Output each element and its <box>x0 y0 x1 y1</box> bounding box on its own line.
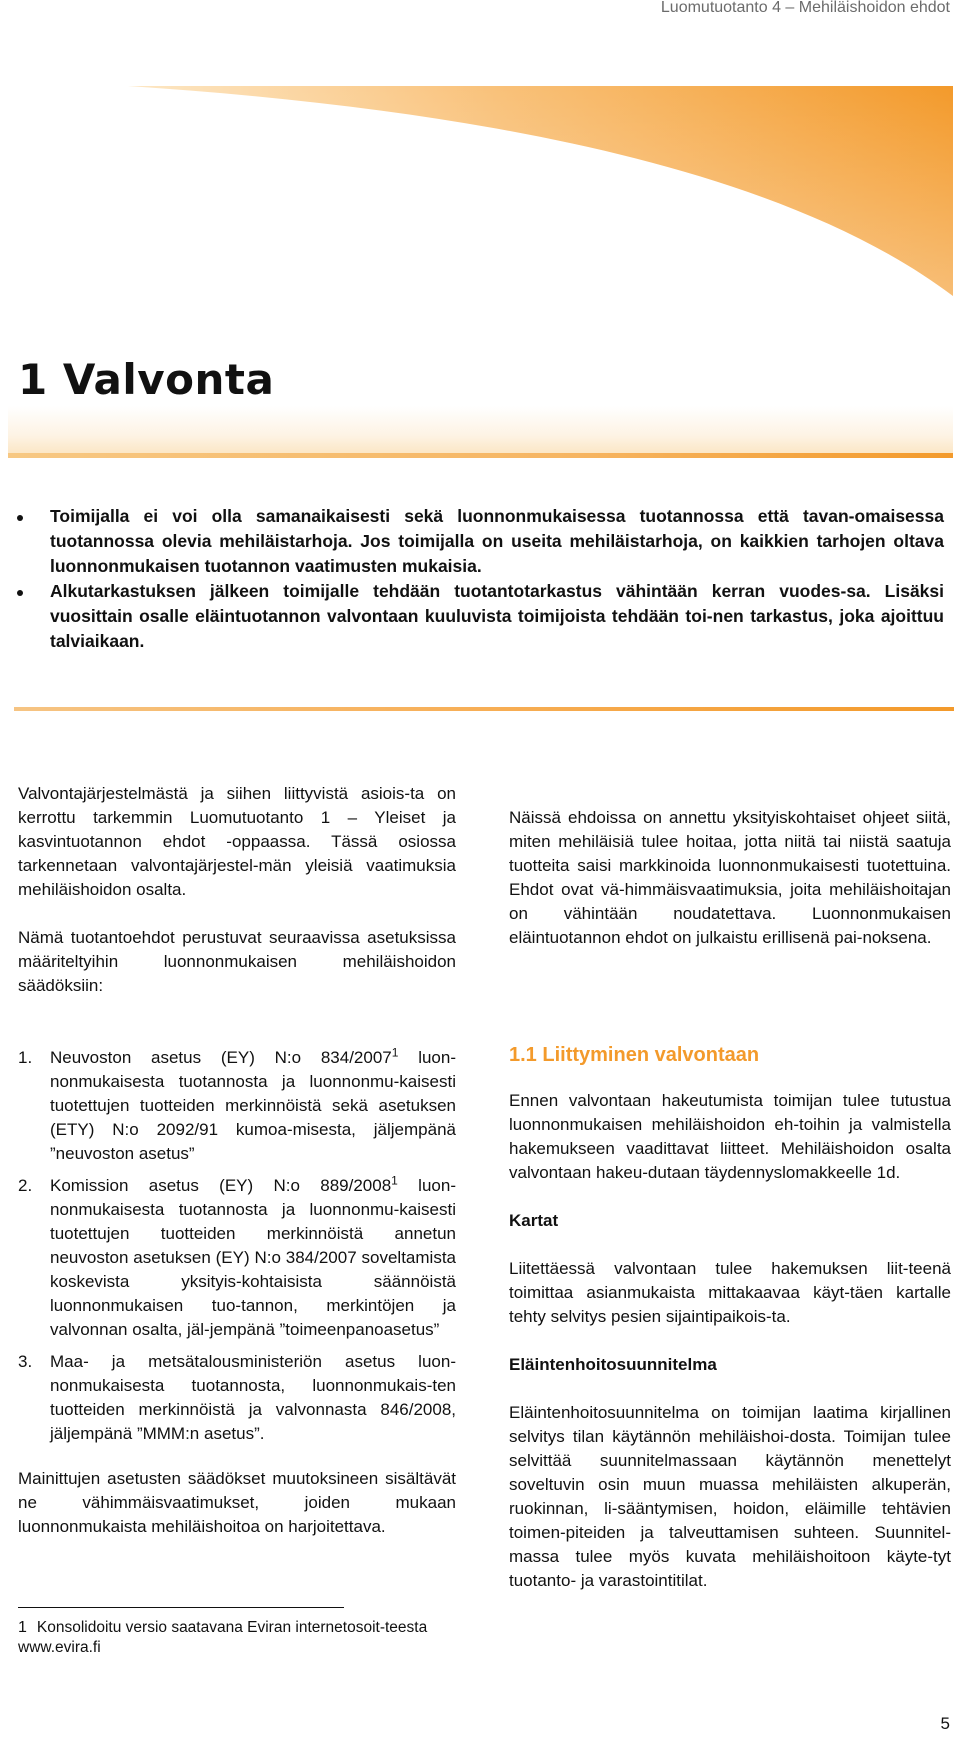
section-heading: 1.1 Liittyminen valvontaan <box>509 1044 760 1066</box>
chapter-title: 1 Valvonta <box>18 355 275 404</box>
bullet-item <box>14 504 944 579</box>
page-number: 5 <box>940 1714 950 1733</box>
regulation-item <box>18 1174 456 1342</box>
bullet-icon <box>17 590 23 596</box>
bullet-text: Toimijalla ei voi olla samanaikaisesti sekä luonnonmukaisessa tuotannossa että tavan-omaisessa tuotannossa olevia mehiläistarhoja. Jos toimijalla on useita mehiläistarhoja, on kaikkien tarhojen oltava luonnonmukaisen tuotannon vaatimusten mukaisia. <box>50 506 944 576</box>
regulation-text: Komission asetus (EY) N:o 889/2008 <box>50 1176 392 1195</box>
footnote-mark: 1 <box>18 1619 27 1636</box>
left-column-intro <box>18 782 456 1022</box>
regulation-text-cont: luon-nonmukaisesta tuotannosta ja luonnonmu-kaisesti tuotettujen tuotteiden merkinnöistä annetun neuvoston asetuksen (EY) N:o 384/2007 soveltamista koskevista yksityis-kohtaisista säännöistä luonnonmukaisen tuo-tannon, merkintöjen ja valvonnan osalta, jäl-jempänä ”toimeenpanoasetus” <box>50 1176 456 1339</box>
subheading-elaintenhoitosuunnitelma: Eläintenhoitosuunnitelma <box>509 1355 717 1374</box>
regulation-number: 3. <box>18 1352 33 1371</box>
footnote-text: Konsolidoitu versio saatavana Eviran internetosoit-teesta www.evira.fi <box>18 1619 428 1656</box>
right-column-intro <box>509 806 951 974</box>
regulation-number: 1. <box>18 1048 33 1067</box>
regulation-text-cont: luon-nonmukaisesta tuotannosta ja luonnonmu-kaisesti tuotettujen tuotteiden merkinnöistä sekä asetuksen (ETY) N:o 2092/91 kumoa-misesta, jäljempänä ”neuvoston asetus” <box>50 1048 456 1163</box>
footnote <box>18 1618 458 1658</box>
guidelines-paragraph: Näissä ehdoissa on annettu yksityiskohtaiset ohjeet siitä, miten mehiläisiä tulee hoitaa, jotta niitä tai niistä saatuja tuotteita saisi markkinoida luonnonmukaisesti tuotettuina. Ehdot ovat vä-himmäisvaatimuksia, joita mehiläishoitajan on vähintään noudatettava. Luonnonmukaisen eläintuotannon ehdot on julkaistu erillisenä pai-noksena. <box>509 808 951 947</box>
bullet-icon <box>17 515 23 521</box>
regulation-text: Maa- ja metsätalousministeriön asetus luon-nonmukaisesta tuotannosta, luonnonmukais-ten tuotteiden merkinnöistä ja valvonnasta 846/2008, jäljempänä ”MMM:n asetus”. <box>50 1352 456 1443</box>
regulation-list <box>18 1046 456 1446</box>
footnote-rule <box>18 1607 344 1608</box>
intro-paragraph: Valvontajärjestelmästä ja siihen liittyvistä asiois-ta on kerrottu tarkemmin Luomutuotanto 1 – Yleiset ja kasvintuotannon ehdot -oppaassa. Tässä osiossa tarkennetaan valvontajärjestel-män yleisiä vaatimuksia mehiläishoidon osalta. <box>18 784 456 899</box>
kartat-paragraph: Liitettäessä valvontaan tulee hakemuksen liit-teenä toimittaa asianmukaista mittakaavaa käyt-täen kartalle tehty selvitys pesien sijaintipaikois-ta. <box>509 1259 951 1326</box>
regulation-number: 2. <box>18 1176 33 1195</box>
section-paragraph: Ennen valvontaan hakeutumista toimijan tulee tutustua luonnonmukaisen mehiläishoidon eh-toihin ja valmistella hakemukseen vaadittavat liitteet. Mehiläishoidon osalta valvontaan hakeu-dutaan täydennyslomakkeelle 1d. <box>509 1091 951 1182</box>
subheading-kartat: Kartat <box>509 1211 559 1230</box>
footnote-ref[interactable]: 1 <box>391 1173 398 1188</box>
summary-bullets <box>14 504 944 654</box>
banner-gradient-graphic <box>8 86 953 306</box>
bullet-text: Alkutarkastuksen jälkeen toimijalle tehdään tuotantotarkastus vähintään kerran vuodes-sa. Lisäksi vuosittain osalle eläintuotannon valvontaan kuuluvista toimijoista tehdään toi-nen tarkastus, joka ajoittuu talviaikaan. <box>50 581 944 651</box>
bullet-item <box>14 579 944 654</box>
regulations-intro-paragraph: Nämä tuotantoehdot perustuvat seuraavissa asetuksissa määriteltyihin luonnonmukaisen mehiläishoidon säädöksiin: <box>18 928 456 995</box>
banner-underline <box>8 453 953 458</box>
regulation-item <box>18 1350 456 1446</box>
closing-paragraph: Mainittujen asetusten säädökset muutoksineen sisältävät ne vähimmäisvaatimukset, joiden mukaan luonnonmukaista mehiläishoitoa on harjoitettava. <box>18 1469 456 1536</box>
left-column-regulations <box>18 1046 456 1563</box>
running-header: Luomutuotanto 4 – Mehiläishoidon ehdot <box>660 0 950 16</box>
regulation-item <box>18 1046 456 1166</box>
regulation-text: Neuvoston asetus (EY) N:o 834/2007 <box>50 1048 392 1067</box>
elaintenhoito-paragraph: Eläintenhoitosuunnitelma on toimijan laatima kirjallinen selvitys tilan käytännön mehiläishoi-dosta. Toimijan tulee selvittää suunnitelmassaan käytännön menettelyt soveltuvin osin muun muassa mehiläisten alkuperän, ruokinnan, li-sääntymisen, hoidon, eläimille tehtävien toimen-piteiden ja talveuttamisen suhteen. Suunnitel-massa tulee myös kuvata mehiläishoitoon käyte-tyt tuotanto- ja varastointitilat. <box>509 1403 951 1590</box>
footnote-ref[interactable]: 1 <box>391 1045 399 1060</box>
section-divider <box>14 707 954 711</box>
right-column-section <box>509 1042 951 1617</box>
